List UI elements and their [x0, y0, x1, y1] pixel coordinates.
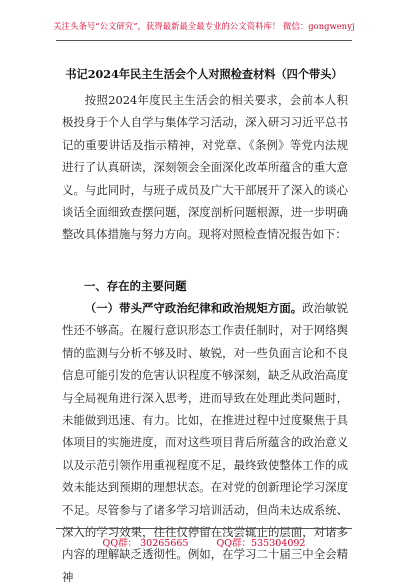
- section-heading: 一、存在的主要问题: [84, 279, 187, 293]
- subsection-lead: （一）带头严守政治纪律和政治规矩方面。: [84, 301, 303, 315]
- qq-group-1: QQ群： 30265665: [102, 538, 189, 549]
- intro-paragraph: 按照2024年度民主生活会的相关要求，会前本人积极投身于个人自学与集体学习活动，深入研习习近平总书记的重要讲话及指示精神，对党章、《条例》等党内法规进行了认真研读，深刻领会全面深化改革所蕴含的重大意义。与此同时，与班子成员及广大干部展开了深入的谈心谈话全面细致查摆问题，深度剖析问题根源，进一步明确整改具体措施与努力方向。现将对照检查情况报告如下：: [62, 93, 348, 242]
- subsection-body: 政治敏锐性还不够高。在履行意识形态工作责任制时，对于网络舆情的监测与分析不够及时、敏锐，对一些负面言论和不良信息可能引发的危害认识程度不够深刻，缺乏从政治高度与全局视角进行深入思考，进而导致在处理此类问题时，未能做到迅速、有力。比如，在推进过程中过度聚焦于具体项目的实施进度，而对这些项目背后所蕴含的政治意义以及示范引领作用重视程度不足，最终致使整体工作的成效未能达到预期的理想状态。在对党的创新理论学习深度不足。尽管参与了诸多学习培训活动，但尚未达成系统、深入的学习效果，往往仅停留在浅尝辄止的层面，对诸多内容的理解缺乏透彻性。例如，在学习二十届三中全会精神: [62, 301, 348, 584]
- footer-divider: [56, 528, 352, 529]
- header-divider: [56, 40, 352, 41]
- document-title: 书记2024年民主生活会个人对照检查材料（四个带头）: [65, 67, 343, 81]
- qq-group-2: QQ群：535304092: [216, 538, 306, 549]
- footer-qq-groups: [0, 535, 408, 549]
- header-promo-note: 关注头条号“公文研究”，获得最新最全最专业的公文资料库！ 微信：gongwenyj: [53, 21, 355, 31]
